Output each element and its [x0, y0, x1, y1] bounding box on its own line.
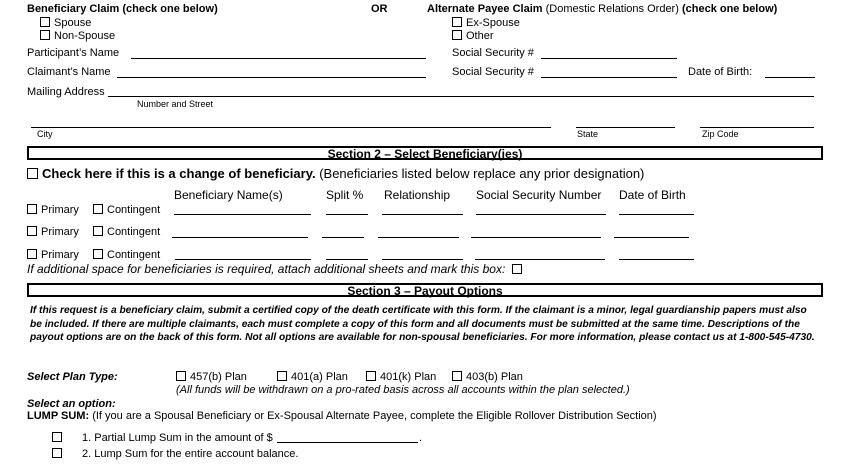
primary-checkbox[interactable]: [27, 204, 37, 214]
participant-name-field[interactable]: [131, 58, 426, 59]
participant-ssn-field[interactable]: [541, 58, 677, 59]
beneficiary-name-field[interactable]: [172, 237, 308, 238]
contingent-checkbox[interactable]: [93, 226, 103, 236]
alternate-payee-check: (check one below): [681, 3, 778, 15]
dob-field[interactable]: [619, 214, 694, 215]
col-date-of-birth: Date of Birth: [619, 188, 686, 202]
select-plan-type-label: Select Plan Type:: [27, 371, 118, 383]
participant-ssn-label: Social Security #: [452, 47, 534, 59]
mailing-address-label: Mailing Address: [27, 86, 105, 98]
primary-label: Primary: [41, 204, 79, 216]
plan-401a-checkbox[interactable]: [277, 371, 287, 381]
contingent-option[interactable]: [93, 249, 160, 261]
additional-space-row[interactable]: [27, 262, 526, 276]
primary-checkbox[interactable]: [27, 226, 37, 236]
plan-457b-label: 457(b) Plan: [190, 371, 247, 383]
partial-amount-field[interactable]: [277, 442, 418, 443]
spouse-option[interactable]: [40, 17, 91, 29]
alternate-payee-bold: Alternate Payee Claim: [427, 3, 543, 15]
plan-401a-option[interactable]: [277, 371, 348, 383]
option-1-checkbox[interactable]: [52, 432, 62, 442]
section-3-header: Section 3 – Payout Options: [27, 283, 823, 297]
contingent-checkbox[interactable]: [93, 249, 103, 259]
plan-403b-label: 403(b) Plan: [466, 371, 523, 383]
zip-code-caption: Zip Code: [702, 129, 739, 139]
state-field[interactable]: [576, 127, 675, 128]
other-option[interactable]: [452, 30, 494, 42]
beneficiary-name-field[interactable]: [174, 214, 311, 215]
ssn-field[interactable]: [471, 237, 601, 238]
non-spouse-option[interactable]: [40, 30, 115, 42]
plan-401k-checkbox[interactable]: [366, 371, 376, 381]
beneficiary-name-field[interactable]: [175, 259, 311, 260]
claimant-ssn-label: Social Security #: [452, 66, 534, 78]
contingent-label: Contingent: [107, 226, 161, 238]
or-label: OR: [371, 3, 388, 15]
option-2-label: 2. Lump Sum for the entire account balance.: [82, 448, 299, 460]
option-2-row[interactable]: [52, 448, 298, 460]
option-1-period: .: [419, 432, 423, 444]
col-split: Split %: [326, 188, 364, 202]
primary-label: Primary: [41, 249, 79, 261]
section-2-header: Section 2 – Select Beneficiary(ies): [27, 146, 823, 160]
contingent-label: Contingent: [107, 249, 161, 261]
other-label: Other: [466, 30, 494, 42]
additional-space-checkbox[interactable]: [512, 264, 522, 274]
dob-field[interactable]: [614, 237, 689, 238]
plan-457b-option[interactable]: [176, 371, 247, 383]
primary-option[interactable]: [27, 226, 79, 238]
ex-spouse-checkbox[interactable]: [452, 17, 462, 27]
option-2-checkbox[interactable]: [52, 448, 62, 458]
claimant-name-field[interactable]: [117, 77, 426, 78]
claimant-name-label: Claimant’s Name: [27, 66, 111, 78]
primary-option[interactable]: [27, 249, 79, 261]
change-of-beneficiary-label: Check here if this is a change of beneficiary.: [42, 166, 316, 181]
date-of-birth-label: Date of Birth:: [688, 66, 753, 78]
participant-name-label: Participant’s Name: [27, 47, 120, 59]
col-beneficiary-name: Beneficiary Name(s): [174, 188, 283, 202]
col-relationship: Relationship: [384, 188, 451, 202]
split-field[interactable]: [326, 214, 368, 215]
non-spouse-label: Non-Spouse: [54, 30, 116, 42]
relationship-field[interactable]: [382, 214, 463, 215]
mailing-address-field[interactable]: [108, 96, 814, 97]
primary-option[interactable]: [27, 204, 79, 216]
contingent-checkbox[interactable]: [93, 204, 103, 214]
option-1-label: 1. Partial Lump Sum in the amount of $: [82, 432, 273, 444]
spouse-label: Spouse: [54, 17, 92, 29]
primary-label: Primary: [41, 226, 79, 238]
plan-403b-option[interactable]: [452, 371, 523, 383]
ssn-field[interactable]: [476, 214, 606, 215]
alternate-payee-heading: [427, 3, 777, 15]
city-field[interactable]: [31, 127, 551, 128]
date-of-birth-field[interactable]: [765, 77, 815, 78]
other-checkbox[interactable]: [452, 30, 462, 40]
lump-sum-note: (If you are a Spousal Beneficiary or Ex-Spousal Alternate Payee, complete the Eligible Rollover Distribution Section): [92, 410, 657, 422]
ssn-field[interactable]: [475, 259, 605, 260]
dob-field[interactable]: [619, 259, 694, 260]
select-option-label: Select an option:: [27, 398, 116, 410]
plan-401k-option[interactable]: [366, 371, 436, 383]
option-1-row[interactable]: [52, 432, 273, 444]
additional-space-label: If additional space for beneficiaries is required, attach additional sheets and mark this box:: [27, 262, 506, 276]
change-of-beneficiary-row[interactable]: [27, 166, 644, 181]
split-field[interactable]: [326, 259, 368, 260]
change-of-beneficiary-checkbox[interactable]: [27, 168, 38, 179]
change-of-beneficiary-note: (Beneficiaries listed below replace any prior designation): [319, 166, 645, 181]
city-caption: City: [37, 129, 53, 139]
col-ssn: Social Security Number: [476, 188, 602, 202]
relationship-field[interactable]: [378, 237, 459, 238]
plan-note: (All funds will be withdrawn on a pro-rated basis across all accounts within the plan selected.): [176, 384, 630, 396]
plan-457b-checkbox[interactable]: [176, 371, 186, 381]
contingent-label: Contingent: [107, 204, 161, 216]
plan-401k-label: 401(k) Plan: [380, 371, 437, 383]
lump-sum-bold: LUMP SUM:: [27, 410, 90, 422]
lump-sum-heading: [27, 410, 657, 422]
payout-instructions: If this request is a beneficiary claim, submit a certified copy of the death certificate with this form. If the claimant is a minor, legal guardianship papers must also be included. If there are multiple claimants, each must complete a copy of this form and all documents must be submitted at the same time. Descriptions of the payout options are on the back of this form. Not all options are available for non-spousal beneficiaries. For more information, please contact us at 1-800-545-4730.: [30, 305, 815, 344]
alternate-payee-normal: (Domestic Relations Order): [545, 3, 679, 15]
ex-spouse-option[interactable]: [452, 17, 520, 29]
plan-403b-checkbox[interactable]: [452, 371, 462, 381]
plan-401a-label: 401(a) Plan: [291, 371, 348, 383]
non-spouse-checkbox[interactable]: [40, 30, 50, 40]
number-and-street-caption: Number and Street: [137, 99, 214, 109]
contingent-option[interactable]: [93, 204, 160, 216]
relationship-field[interactable]: [382, 259, 463, 260]
claimant-ssn-field[interactable]: [541, 77, 677, 78]
beneficiary-claim-heading: Beneficiary Claim (check one below): [27, 3, 218, 15]
split-field[interactable]: [322, 237, 364, 238]
primary-checkbox[interactable]: [27, 249, 37, 259]
ex-spouse-label: Ex-Spouse: [466, 17, 520, 29]
contingent-option[interactable]: [93, 226, 160, 238]
state-caption: State: [577, 129, 599, 139]
zip-code-field[interactable]: [700, 127, 814, 128]
spouse-checkbox[interactable]: [40, 17, 50, 27]
